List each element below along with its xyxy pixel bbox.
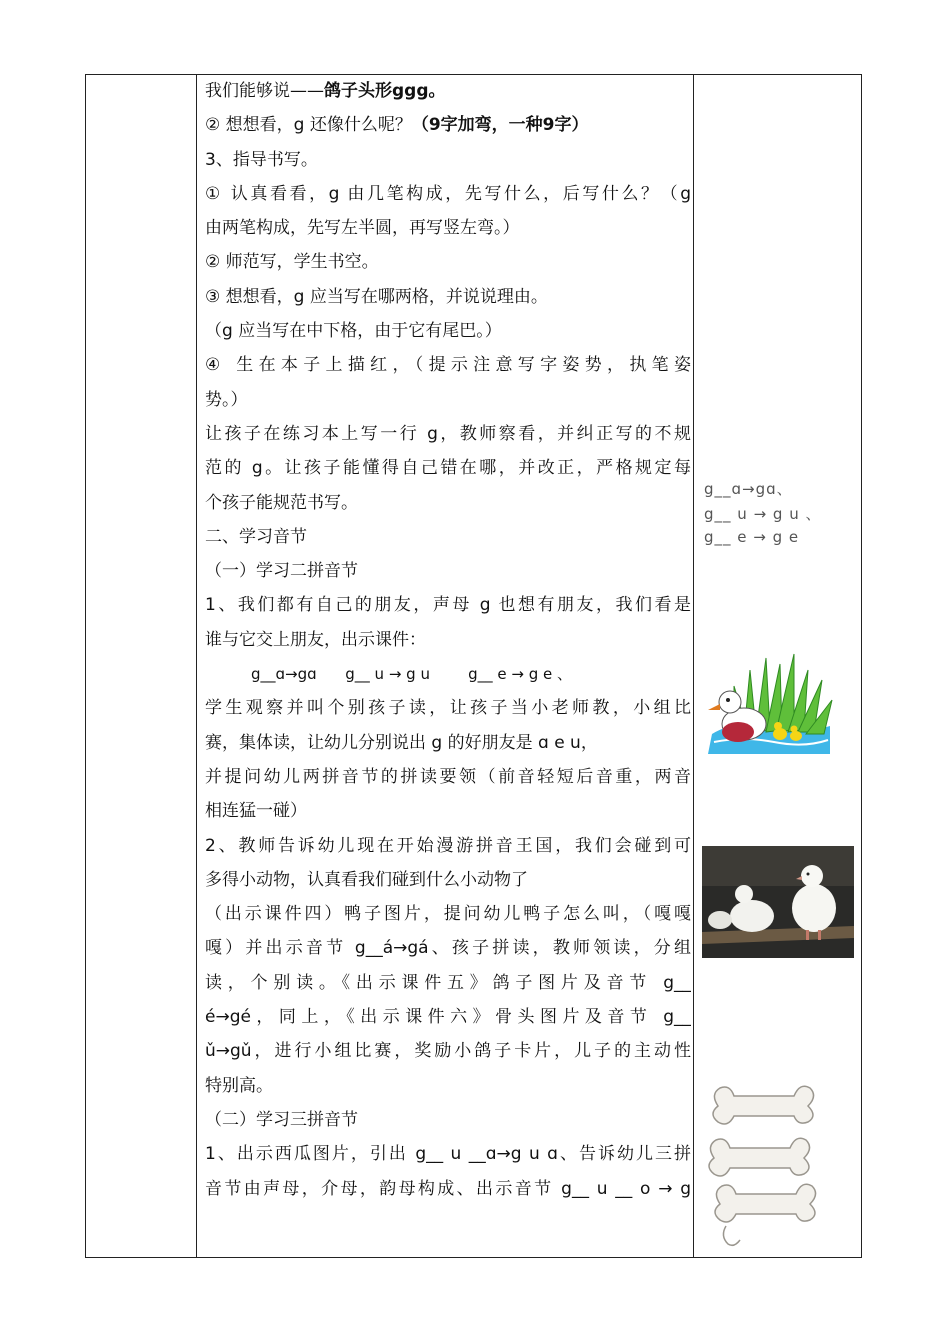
- side-pinyin-3: g__ e → g e: [704, 528, 800, 546]
- text-line: ǔ→gǔ，进行小组比赛，奖励小鸽子卡片，儿子的主动性: [205, 1041, 691, 1062]
- text-line: 由两笔构成，先写左半圆，再写竖左弯。）: [205, 218, 520, 239]
- column-divider: [196, 75, 197, 1257]
- pigeon-image: [702, 846, 854, 958]
- text-line: （出示课件四）鸭子图片，提问幼儿鸭子怎么叫，（嘎嘎: [205, 904, 691, 925]
- text-line: é→gé，同上，《出示课件六》骨头图片及音节 g__: [205, 1007, 691, 1028]
- text-line: 个孩子能规范书写。: [205, 492, 358, 513]
- text-line: 1、我们都有自己的朋友，声母 g 也想有朋友，我们看是: [205, 595, 691, 616]
- section-heading: 3、指导书写。: [205, 149, 318, 170]
- text-line: 特别高。: [205, 1075, 273, 1096]
- text-line: 谁与它交上朋友，出示课件：: [205, 629, 426, 650]
- lesson-content: [205, 74, 691, 1206]
- text-line: ④ 生在本子上描红，（提示注意写字姿势，执笔姿: [205, 355, 691, 376]
- side-pinyin-2: g__ u → g u 、: [704, 505, 822, 523]
- text-line: 并提问幼儿两拼音节的拼读要领（前音轻短后音重，两音: [205, 766, 691, 787]
- text-line: 赛，集体读，让幼儿分别说出 g 的好朋友是 ɑ e u，: [205, 732, 598, 753]
- pinyin-example: g__ɑ→gɑ g__ u → g u g__ e → g e 、: [251, 665, 573, 684]
- side-pinyin-1: g__ɑ→gɑ、: [704, 480, 793, 498]
- text-line: 势。）: [205, 389, 248, 410]
- text-line: （g 应当写在中下格，由于它有尾巴。）: [205, 321, 502, 342]
- text-line: 嘎）并出示音节 g__á→gá、孩子拼读，教师领读，分组: [205, 938, 691, 959]
- section-heading: 二、学习音节: [205, 526, 307, 547]
- text-line: 2、教师告诉幼儿现在开始漫游拼音王国，我们会碰到可: [205, 835, 691, 856]
- text-line: 让孩子在练习本上写一行 g，教师察看，并纠正写的不规: [205, 423, 691, 444]
- text-line: 相连猛一碰）: [205, 801, 307, 822]
- column-divider: [693, 75, 694, 1257]
- text-line: ② 想想看，g 还像什么呢？（9字加弯，一种9字）: [205, 115, 589, 136]
- text-line: ② 师范写，学生书空。: [205, 252, 379, 273]
- bones-image: [704, 1076, 822, 1256]
- text-line: 学生观察并叫个别孩子读，让孩子当小老师教，小组比: [205, 698, 691, 719]
- duck-image: [704, 650, 834, 754]
- text-line: 读，个别读。《出示课件五》鸽子图片及音节 g__: [205, 972, 691, 993]
- text-line: 1、出示西瓜图片，引出 g__ u __ɑ→g u ɑ、告诉幼儿三拼: [205, 1144, 691, 1165]
- text-line: 多得小动物，认真看我们碰到什么小动物了: [205, 869, 528, 890]
- text-line: 音节由声母，介母，韵母构成、出示音节 g__ u __ o → g: [205, 1178, 691, 1199]
- text-line: ③ 想想看，g 应当写在哪两格，并说说理由。: [205, 286, 548, 307]
- text-line: 范的 g。让孩子能懂得自己错在哪，并改正，严格规定每: [205, 458, 691, 479]
- text-line: 我们能够说——鸽子头形ggg。: [205, 81, 446, 101]
- subsection-heading: （一）学习二拼音节: [205, 561, 358, 582]
- text-line: ① 认真看看，g 由几笔构成，先写什么，后写什么？（g: [205, 183, 691, 204]
- subsection-heading: （二）学习三拼音节: [205, 1109, 358, 1130]
